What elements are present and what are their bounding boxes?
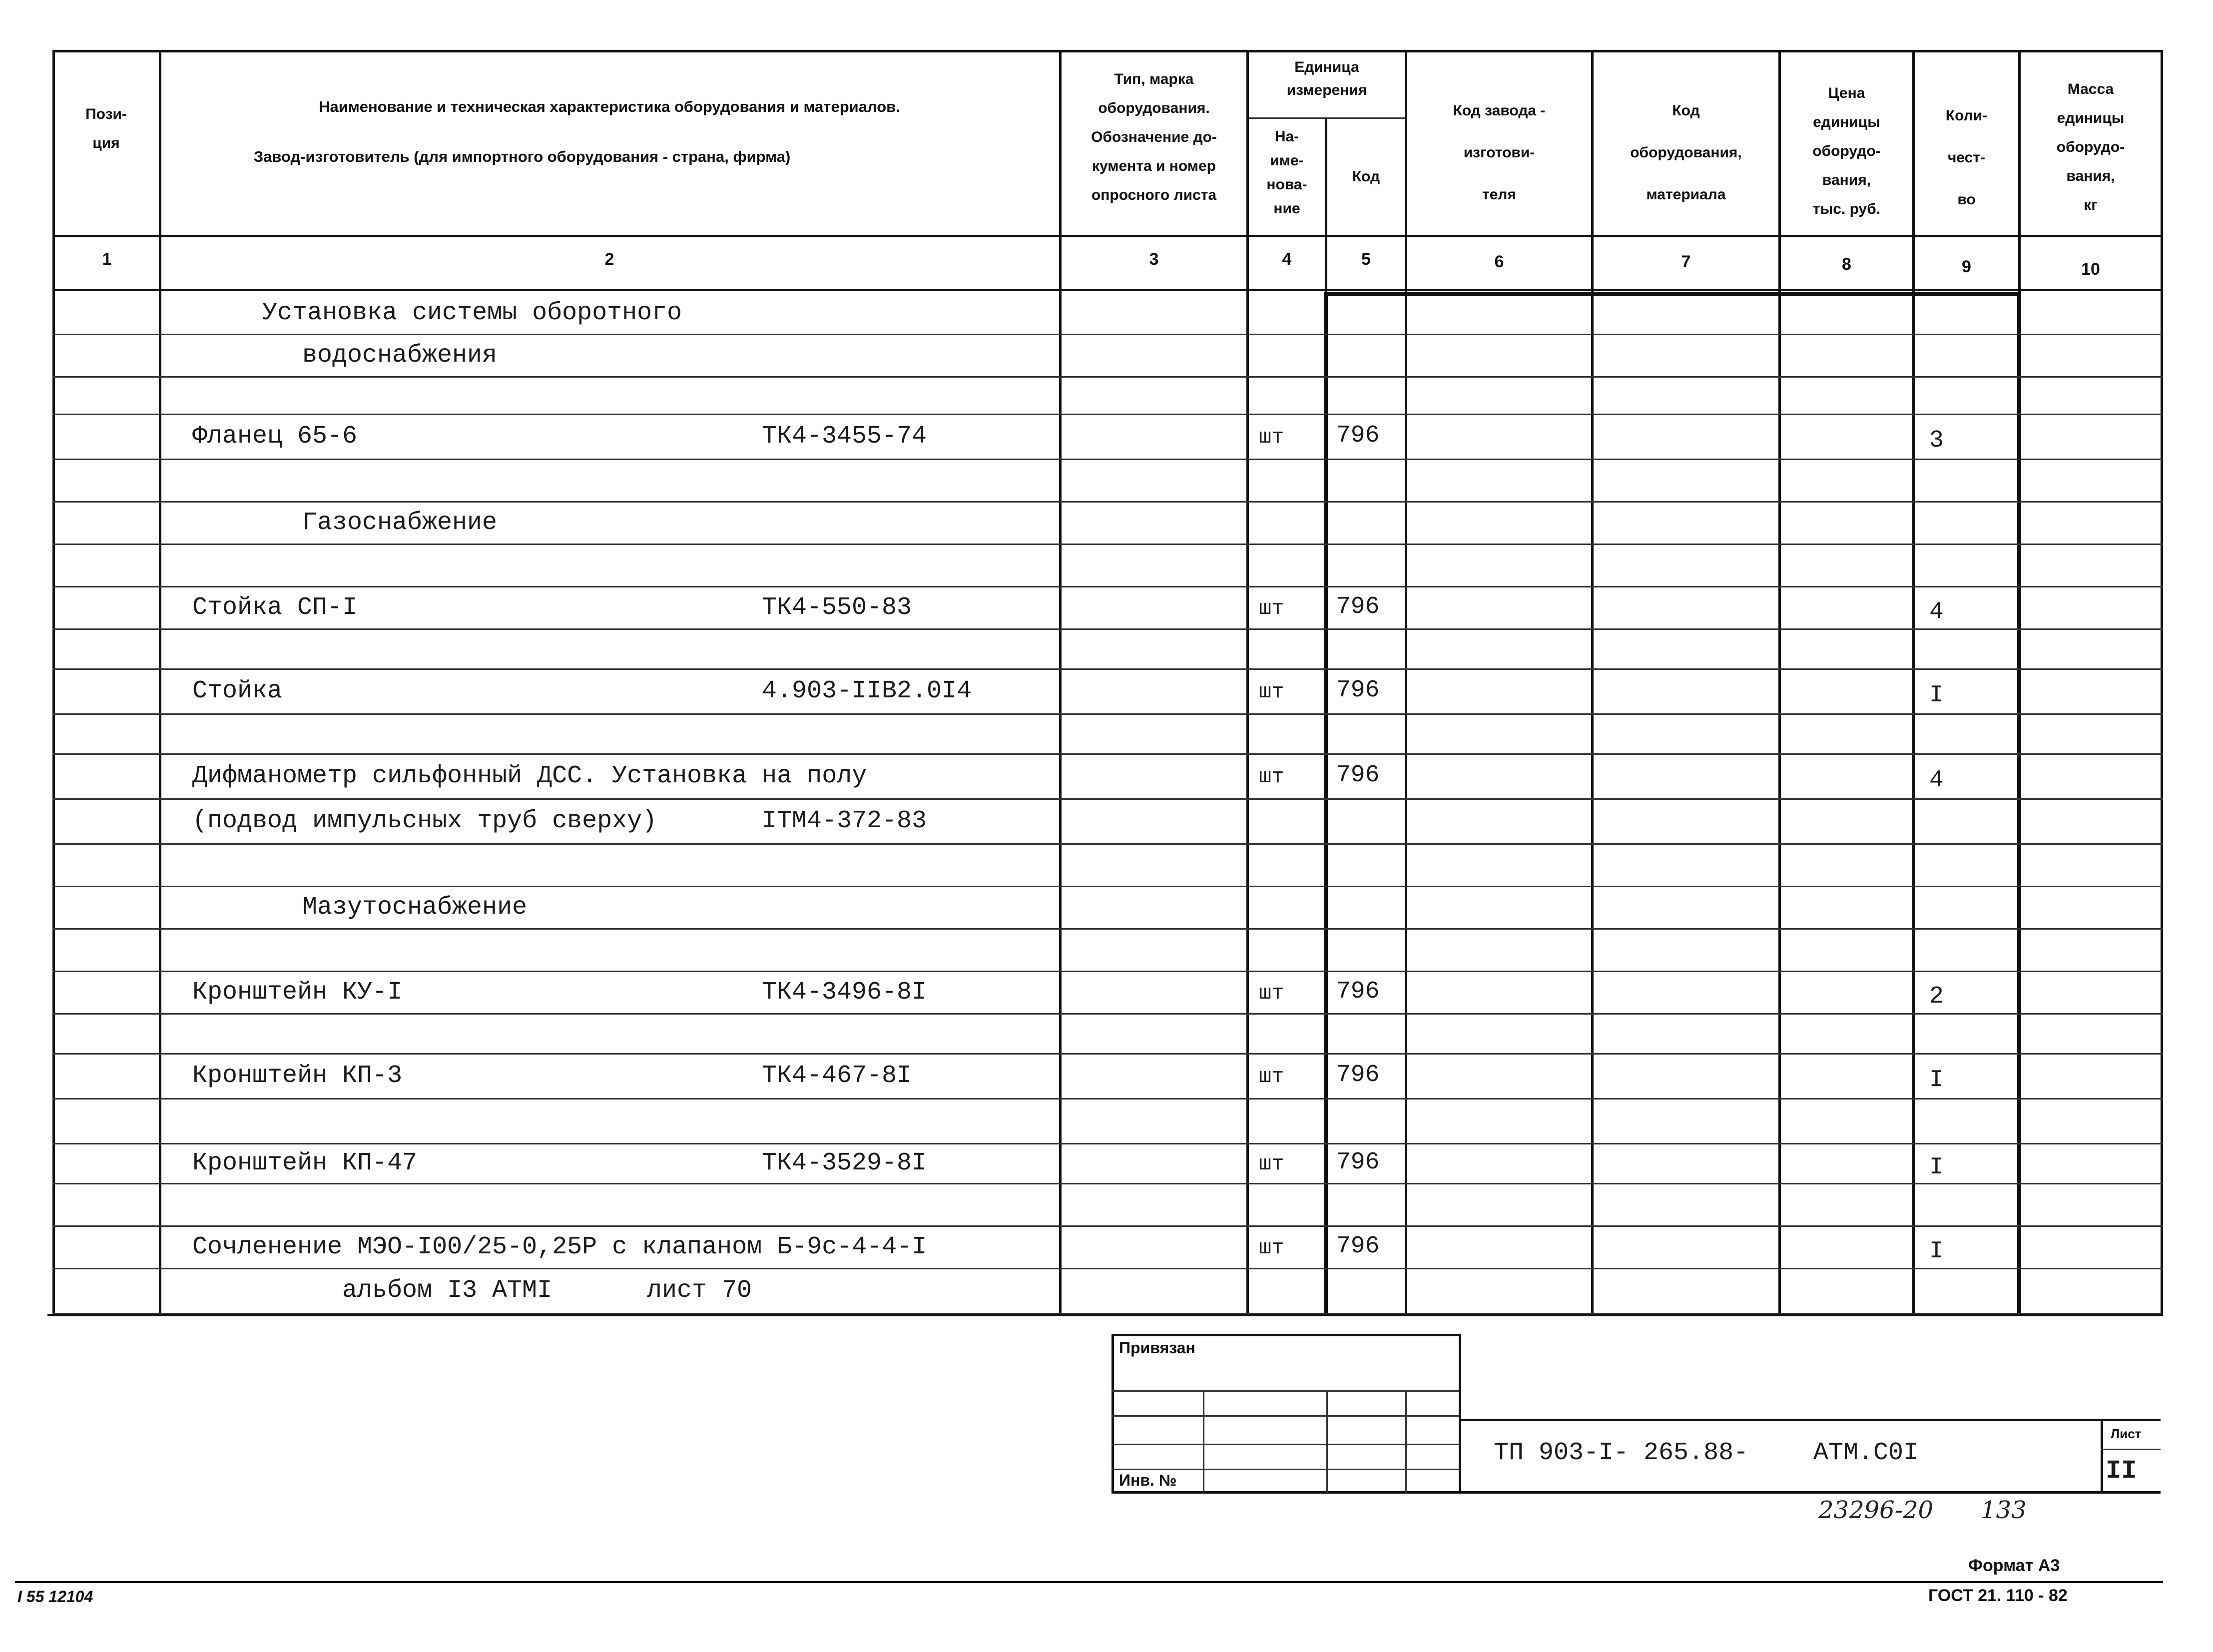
- row-code: 796: [1336, 1149, 1380, 1176]
- colnum-bottom-line: [52, 289, 2163, 291]
- row-name: Кронштейн КП-47: [192, 1149, 418, 1177]
- header-bottom-line: [52, 235, 2163, 237]
- row-doc: ТК4-467-8I: [762, 1062, 912, 1090]
- row-separator: [52, 414, 2163, 415]
- stamp-col-line-2: [1326, 1390, 1328, 1493]
- row-name: Стойка СП-I: [192, 593, 358, 622]
- row-qty: 3: [1929, 427, 1944, 454]
- header-col8: Цена единицы оборудо- вания, тыс. руб.: [1812, 85, 1881, 217]
- row-qty: 2: [1929, 983, 1944, 1010]
- row-separator: [52, 334, 2163, 335]
- row-name: Установка системы оборотного: [262, 298, 682, 327]
- colnum-5: 5: [1361, 250, 1371, 269]
- col-line-5: [1405, 50, 1407, 1316]
- row-code: 796: [1336, 762, 1380, 789]
- header-col1: Пози- ция: [85, 106, 127, 151]
- colnum-6: 6: [1494, 252, 1504, 271]
- row-separator: [52, 1225, 2163, 1227]
- stamp-title-top-line: [1459, 1419, 2161, 1421]
- row-separator: [52, 1183, 2163, 1184]
- row-unit: шт: [1259, 1235, 1284, 1260]
- row-qty: I: [1929, 682, 1944, 709]
- col-line-3: [1246, 50, 1249, 1316]
- stamp-top-line: [1111, 1334, 1461, 1336]
- col-line-8: [1912, 50, 1915, 1316]
- col-line-7: [1778, 50, 1781, 1316]
- row-qty: I: [1929, 1154, 1944, 1181]
- row-code: 796: [1336, 1232, 1380, 1260]
- stamp-sheet-line: [2101, 1419, 2103, 1494]
- row-name: Кронштейн КУ-I: [192, 978, 403, 1007]
- row-code: 796: [1336, 1062, 1380, 1089]
- header-col2-line1: Наименование и техническая характеристика оборудования и материалов.: [319, 98, 900, 115]
- header-col5: Код: [1352, 168, 1380, 185]
- row-separator: [52, 798, 2163, 800]
- header-unit-group: Единица измерения: [1286, 59, 1367, 98]
- stamp-sheet-number: II: [2106, 1456, 2137, 1486]
- col-line-2: [1059, 50, 1062, 1316]
- row-doc: лист 70: [647, 1276, 752, 1305]
- row-separator: [52, 376, 2163, 378]
- colnum-8: 8: [1842, 255, 1851, 274]
- header-col2-line2: Завод-изготовитель (для импортного оборудования - страна, фирма): [253, 148, 791, 165]
- stamp-row-line-1: [1111, 1390, 1461, 1392]
- row-unit: шт: [1259, 981, 1284, 1005]
- stamp-col-line-3: [1405, 1390, 1407, 1493]
- row-separator: [52, 1268, 2163, 1269]
- row-separator: [52, 1313, 2163, 1314]
- row-unit: шт: [1259, 1152, 1284, 1176]
- stamp-inv-no: Инв. №: [1119, 1471, 1177, 1489]
- header-col4: На- име- нова- ние: [1266, 128, 1307, 217]
- row-code: 796: [1336, 978, 1380, 1005]
- footer-line: [15, 1581, 2163, 1583]
- footer-print-code: I 55 12104: [17, 1588, 93, 1606]
- row-unit: шт: [1259, 765, 1284, 789]
- stamp-sheet-label: Лист: [2111, 1426, 2142, 1441]
- bold-box-left: [1324, 292, 1328, 1314]
- row-name: Сочленение МЭО-I00/25-0,25Р с клапаном Б-9с-4-4-I: [192, 1232, 927, 1261]
- frame-top-line: [52, 50, 2163, 52]
- colnum-4: 4: [1282, 250, 1292, 269]
- row-separator: [52, 971, 2163, 972]
- row-separator: [52, 544, 2163, 545]
- row-name: (подвод импульсных труб сверху): [192, 807, 657, 835]
- row-code: 796: [1336, 422, 1380, 449]
- row-separator: [52, 586, 2163, 587]
- col-line-1: [159, 50, 161, 1316]
- stamp-row-line-3: [1111, 1444, 1461, 1445]
- row-doc: 4.903-IIB2.0I4: [762, 677, 972, 705]
- row-separator: [52, 668, 2163, 670]
- row-code: 796: [1336, 593, 1380, 620]
- row-unit: шт: [1259, 596, 1284, 620]
- row-name: Стойка: [192, 677, 283, 705]
- row-qty: I: [1929, 1237, 1944, 1265]
- row-separator: [52, 628, 2163, 630]
- stamp-designation: ТП 903-I- 265.88-: [1494, 1439, 1749, 1467]
- col-line-10: [2161, 50, 2163, 1316]
- row-separator: [52, 1013, 2163, 1015]
- row-unit: шт: [1259, 1065, 1284, 1089]
- header-col3: Тип, марка оборудования. Обозначение до- кумента и номер опросного листа: [1091, 71, 1217, 203]
- stamp-row-line-2: [1111, 1415, 1461, 1417]
- row-name: Мазутоснабжение: [302, 893, 528, 922]
- colnum-10: 10: [2081, 260, 2100, 279]
- row-separator: [52, 501, 2163, 503]
- colnum-1: 1: [102, 250, 112, 269]
- stamp-privyazan: Привязан: [1119, 1339, 1195, 1357]
- row-code: 796: [1336, 677, 1380, 704]
- stamp-mid-line: [1459, 1334, 1461, 1494]
- header-col10: Масса единицы оборудо- вания, кг: [2056, 81, 2125, 213]
- row-doc: ТК4-3529-8I: [762, 1149, 927, 1177]
- col-line-0: [52, 50, 55, 1316]
- footer-gost: ГОСТ 21. 110 - 82: [1928, 1586, 2068, 1605]
- row-name: Фланец 65-6: [192, 422, 358, 451]
- row-separator: [52, 459, 2163, 460]
- row-name: Газоснабжение: [302, 508, 498, 537]
- header-col9: Коли- чест- во: [1945, 107, 1988, 208]
- row-qty: 4: [1929, 598, 1944, 625]
- colnum-7: 7: [1681, 252, 1691, 271]
- footer-format: Формат А3: [1968, 1556, 2060, 1575]
- stamp-handwritten-page: 133: [1981, 1496, 2027, 1524]
- row-doc: ТК4-3455-74: [762, 422, 927, 451]
- row-name: водоснабжения: [302, 341, 498, 370]
- row-doc: ТК4-3496-8I: [762, 978, 927, 1007]
- stamp-sheet-split: [2101, 1449, 2161, 1450]
- colnum-3: 3: [1149, 250, 1159, 269]
- stamp-handwritten-number: 23296-20: [1818, 1496, 1933, 1524]
- stamp-designation-suffix: АТМ.С0I: [1813, 1439, 1919, 1467]
- row-separator: [52, 843, 2163, 845]
- row-doc: ТК4-550-83: [762, 593, 912, 622]
- row-qty: I: [1929, 1067, 1944, 1094]
- stamp-col-line-1: [1203, 1390, 1204, 1493]
- row-doc: IТМ4-372-83: [762, 807, 927, 835]
- row-separator: [52, 886, 2163, 887]
- row-separator: [52, 1098, 2163, 1100]
- row-name: альбом I3 АТМI: [342, 1276, 553, 1305]
- row-qty: 4: [1929, 767, 1944, 794]
- row-separator: [52, 1053, 2163, 1055]
- stamp-bottom-line: [1111, 1491, 2161, 1494]
- row-separator: [52, 928, 2163, 930]
- header-col7: Код оборудования, материала: [1630, 102, 1742, 203]
- bold-box-top: [1324, 292, 2021, 296]
- bold-box-right: [2017, 292, 2021, 1314]
- row-name: Кронштейн КП-3: [192, 1062, 403, 1090]
- row-separator: [52, 753, 2163, 755]
- row-separator: [52, 713, 2163, 715]
- row-unit: шт: [1259, 425, 1284, 449]
- header-col6: Код завода - изготови- теля: [1453, 102, 1546, 203]
- colnum-2: 2: [604, 250, 614, 269]
- colnum-9: 9: [1962, 257, 1971, 276]
- row-separator: [52, 1143, 2163, 1144]
- row-name: Дифманометр сильфонный ДСС. Установка на полу: [192, 762, 867, 790]
- stamp-row-line-4: [1111, 1469, 1461, 1470]
- col-line-6: [1591, 50, 1594, 1316]
- row-unit: шт: [1259, 680, 1284, 704]
